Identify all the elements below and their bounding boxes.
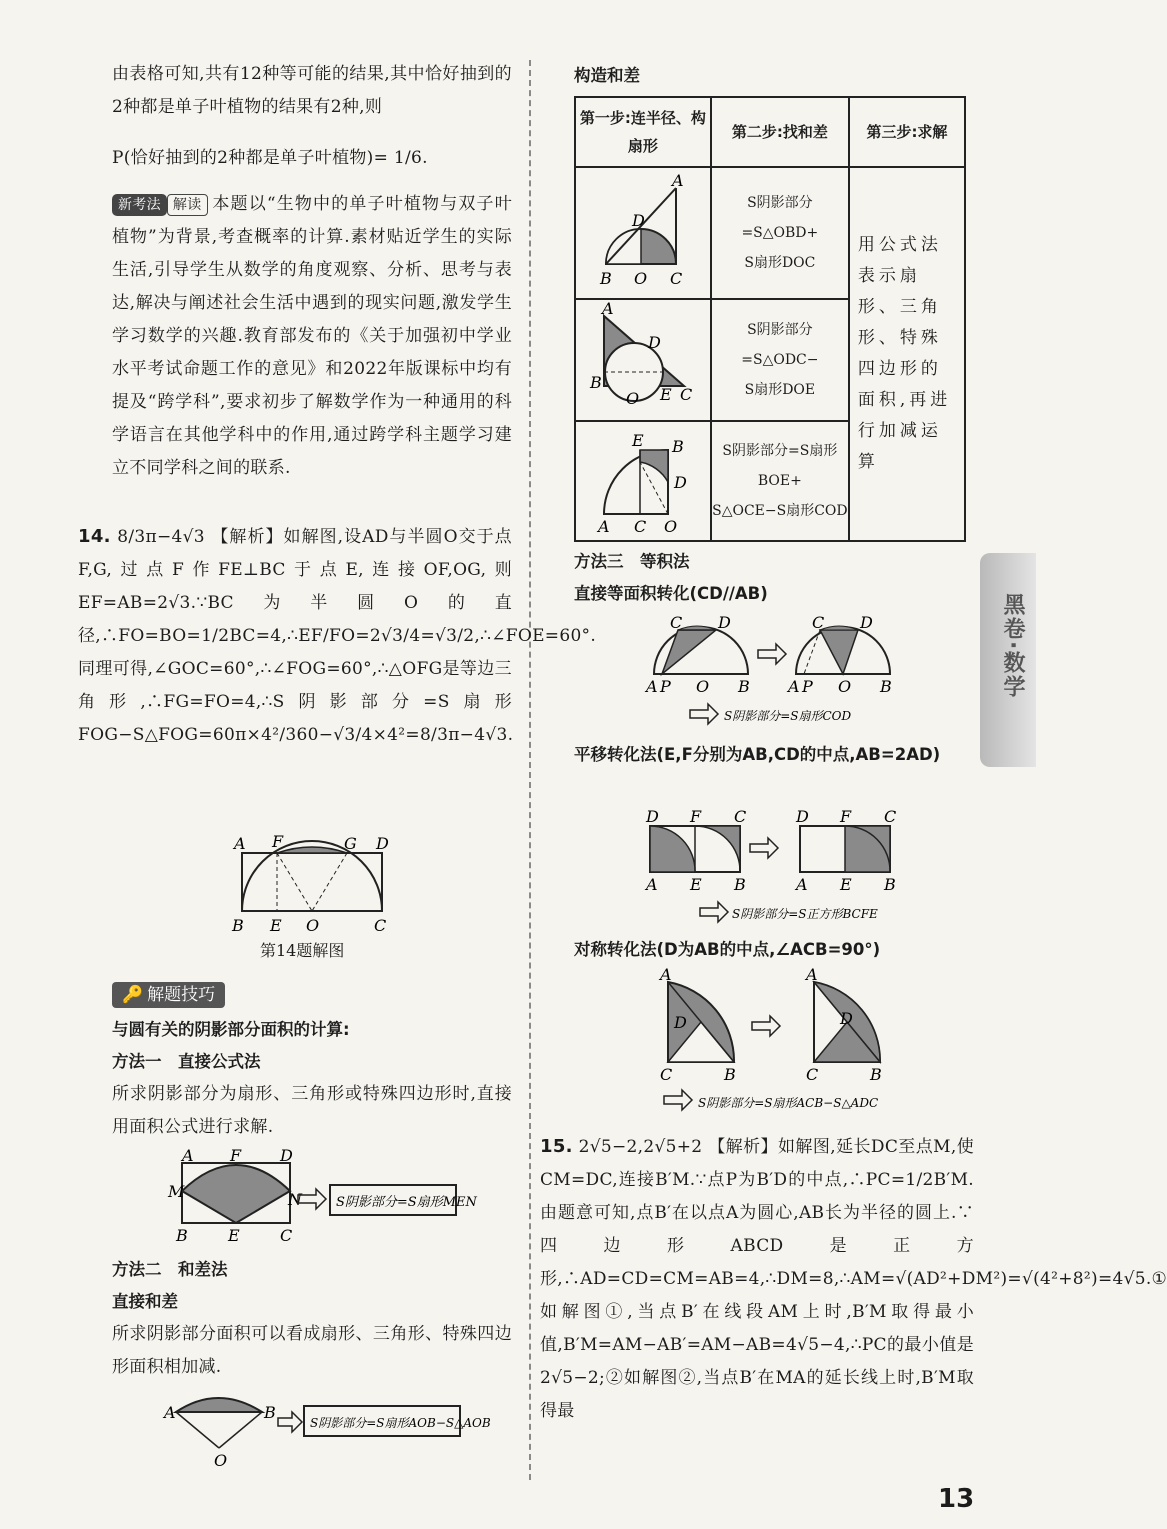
- t3-label: A: [598, 517, 610, 536]
- m3f3-label: B: [724, 1065, 736, 1084]
- m3f3-label: D: [674, 1013, 687, 1032]
- method-1-figure: [168, 1145, 477, 1245]
- fig14-label: A: [234, 834, 246, 853]
- fig14-label: O: [306, 916, 320, 935]
- t2-label: A: [602, 299, 614, 318]
- fig14-label: F: [272, 832, 284, 851]
- table-formula-cell: [711, 299, 849, 421]
- m3f2-label: E: [840, 875, 852, 894]
- column-divider: [529, 60, 531, 1480]
- m3f3-label: A: [806, 965, 818, 984]
- m3f2-label: B: [734, 875, 746, 894]
- method-2-figure: [162, 1388, 491, 1470]
- m3f1-label: B: [738, 677, 750, 696]
- t2-label: C: [680, 385, 693, 404]
- method-table: [574, 96, 966, 542]
- m3-formula-1: S阴影部分=S扇形COD: [724, 709, 852, 723]
- method-3-figure-2: [640, 804, 910, 928]
- m3f2-label: F: [690, 807, 702, 826]
- m3f1-label: C: [812, 613, 825, 632]
- question-solution: 【解析】如解图,延长DC至点M,使CM=DC,连接B′M.∵点P为B′D的中点,∴PC=1/2B′M.由题意可知,点B′在以点A为圆心,AB长为半径的圆上.∵四边形ABCD是正方形,∴AD=CD=CM=AB=4,∴DM=8,∴AM=√(AD²+DM²)=√(4²+8²)=4√5.①如解图①,当点B′在线段AM上时,B′M取得最小值,B′M=AM−AB′=AM−AB=4√5−4,∴PC的最小值是2√5−2;②如解图②,当点B′在MA的延长线上时,B′M取得最: [540, 1137, 1167, 1421]
- table-formula: S扇形DOE: [744, 382, 816, 398]
- table-step3-text: 用公式法表示扇形、三角形、特殊四边形的面积,再进行加减运算: [857, 235, 952, 472]
- question-answer: 8/3π−4√3: [117, 527, 205, 547]
- t1-label: O: [634, 269, 648, 288]
- badge-new-method: 新考法: [112, 194, 167, 216]
- m3f2-label: C: [884, 807, 897, 826]
- table-figure-3: [576, 422, 706, 536]
- m3f2-label: D: [646, 807, 659, 826]
- m2-label: B: [264, 1403, 276, 1422]
- fig14-label: G: [344, 834, 357, 853]
- m3-formula-2: S阴影部分=S正方形BCFE: [732, 907, 878, 921]
- m2-formula: S阴影部分=S扇形AOB−S△AOB: [310, 1416, 491, 1430]
- t1-label: C: [670, 269, 683, 288]
- table-formula-cell: [711, 421, 849, 541]
- method-2-title: 方法二 和差法: [112, 1260, 228, 1279]
- t2-label: E: [660, 385, 672, 404]
- m1-label: A: [182, 1146, 194, 1165]
- table-formula: S阴影部分=S扇形BOE+: [722, 443, 838, 489]
- table-formula: S阴影部分=S△OBD+: [741, 195, 819, 241]
- interpretation-text: 本题以“生物中的单子叶植物与双子叶植物”为背景,考查概率的计算.素材贴近学生的实际生活,引导学生从数学的角度观察、分析、思考与表达,解决与阐述社会生活中遇到的现实问题,激发学生学习数学的兴趣.教育部发布的《关于加强初中学业水平考试命题工作的意见》和2022年版课标中均有提及“跨学科”,要求初步了解数学作为一种通用的科学语言在其他学科中的作用,通过跨学科主题学习建立不同学科之间的联系.: [112, 194, 512, 478]
- m3f1-label: P: [802, 677, 813, 696]
- new-method-block: [112, 188, 512, 485]
- table-formula: S扇形DOC: [744, 255, 816, 271]
- table-step3-cell: [849, 167, 965, 541]
- tips-label: 解题技巧: [147, 985, 216, 1005]
- t2-label: B: [590, 373, 602, 392]
- table-formula: S△OCE−S扇形COD: [712, 503, 848, 519]
- side-tab-label: 黑卷·数学: [1000, 593, 1025, 700]
- table-header: 第三步:求解: [849, 97, 965, 167]
- m3f1-label: P: [660, 677, 671, 696]
- method-3-sub2: 平移转化法(E,F分别为AB,CD的中点,AB=2AD): [574, 745, 941, 764]
- m3f1-label: D: [718, 613, 731, 632]
- m1-formula: S阴影部分=S扇形MEN: [336, 1195, 477, 1210]
- method-3-sub3: 对称转化法(D为AB的中点,∠ACB=90°): [574, 940, 881, 959]
- table-formula: S阴影部分=S△ODC−: [741, 322, 819, 368]
- t2-label: O: [626, 389, 640, 408]
- fig14-label: D: [376, 834, 389, 853]
- method-1-title: 方法一 直接公式法: [112, 1052, 261, 1071]
- t3-label: D: [674, 473, 687, 492]
- t3-label: E: [632, 431, 644, 450]
- m3f1-label: O: [838, 677, 852, 696]
- m1-label: D: [280, 1146, 293, 1165]
- m3f2-label: B: [884, 875, 896, 894]
- m3-formula-3: S阴影部分=S扇形ACB−S△ADC: [698, 1096, 879, 1110]
- t1-label: D: [632, 211, 645, 230]
- figure-14-caption: 第14题解图: [260, 941, 345, 960]
- t1-label: B: [600, 269, 612, 288]
- table-fig-cell: [575, 299, 711, 421]
- m2-label: O: [214, 1451, 228, 1470]
- table-figure-2: [576, 300, 706, 416]
- m3f3-label: C: [806, 1065, 819, 1084]
- table-formula-cell: [711, 167, 849, 299]
- m3f3-label: D: [840, 1009, 853, 1028]
- tips-badge: 🔑 解题技巧: [112, 982, 225, 1008]
- table-header: 第二步:找和差: [711, 97, 849, 167]
- m1-label: N: [288, 1190, 302, 1209]
- table-fig-cell: [575, 167, 711, 299]
- m3f2-label: E: [690, 875, 702, 894]
- m3f2-label: F: [840, 807, 852, 826]
- m3f2-label: D: [796, 807, 809, 826]
- m1-label: B: [176, 1226, 188, 1245]
- m3f3-label: A: [660, 965, 672, 984]
- t1-label: A: [672, 171, 684, 190]
- method-3-title: 方法三 等积法: [574, 552, 690, 571]
- construct-title: 构造和差: [574, 66, 640, 85]
- method-2-text: 所求阴影部分面积可以看成扇形、三角形、特殊四边形面积相加减.: [112, 1324, 512, 1377]
- t3-label: B: [672, 437, 684, 456]
- fig14-label: E: [270, 916, 282, 935]
- m2-label: A: [164, 1403, 176, 1422]
- question-solution: 【解析】如解图,设AD与半圆O交于点F,G,过点F作FE⊥BC于点E,连接OF,OG,则EF=AB=2√3.∵BC为半圆O的直径,∴FO=BO=1/2BC=4,∴EF/FO=2√3/4=√3/2,∴∠FOE=60°.同理可得,∠GOC=60°,∴∠FOG=60°,∴△OFG是等边三角形,∴FG=FO=4,∴S阴影部分=S扇形FOG−S△FOG=60π×4²/360−√3/4×4²=8/3π−4√3.: [78, 527, 597, 745]
- m1-label: M: [168, 1182, 185, 1201]
- fig14-label: B: [232, 916, 244, 935]
- probability-formula: P(恰好抽到的2种都是单子叶植物)= 1/6.: [112, 148, 428, 168]
- figure-14: [232, 832, 392, 935]
- m1-label: E: [228, 1226, 240, 1245]
- m1-label: F: [230, 1146, 242, 1165]
- table-fig-cell: [575, 421, 711, 541]
- page-number: 13: [938, 1484, 975, 1514]
- question-number: 14.: [78, 526, 111, 547]
- method-2-subtitle: 直接和差: [112, 1292, 178, 1311]
- question-answer: 2√5−2,2√5+2: [578, 1137, 703, 1157]
- table-header: 第一步:连半径、构扇形: [575, 97, 711, 167]
- t3-label: C: [634, 517, 647, 536]
- para-table-result: 由表格可知,共有12种等可能的结果,其中恰好抽到的2种都是单子叶植物的结果有2种,则: [112, 64, 512, 117]
- m3f3-label: B: [870, 1065, 882, 1084]
- m3f1-label: A: [646, 677, 658, 696]
- method-3-figure-3: [654, 965, 914, 1118]
- m3f1-label: O: [696, 677, 710, 696]
- m3f1-label: D: [860, 613, 873, 632]
- t2-label: D: [648, 333, 661, 352]
- question-number: 15.: [540, 1136, 573, 1157]
- side-tab: [980, 553, 1036, 767]
- m3f1-label: C: [670, 613, 683, 632]
- table-figure-1: [576, 168, 706, 294]
- m3f1-label: B: [880, 677, 892, 696]
- method-3-figure-1: [640, 612, 910, 730]
- question-14: [78, 520, 597, 752]
- m3f1-label: A: [788, 677, 800, 696]
- question-15: [540, 1130, 1167, 1428]
- method-1-text: 所求阴影部分为扇形、三角形或特殊四边形时,直接用面积公式进行求解.: [112, 1084, 512, 1137]
- m3f2-label: C: [734, 807, 747, 826]
- badge-interpretation: 解读: [167, 194, 208, 216]
- method-3-sub1: 直接等面积转化(CD//AB): [574, 584, 768, 603]
- m1-label: C: [280, 1226, 293, 1245]
- m3f3-label: C: [660, 1065, 673, 1084]
- tips-title: 与圆有关的阴影部分面积的计算:: [112, 1020, 350, 1039]
- fig14-label: C: [374, 916, 387, 935]
- t3-label: O: [664, 517, 678, 536]
- m3f2-label: A: [646, 875, 658, 894]
- m3f2-label: A: [796, 875, 808, 894]
